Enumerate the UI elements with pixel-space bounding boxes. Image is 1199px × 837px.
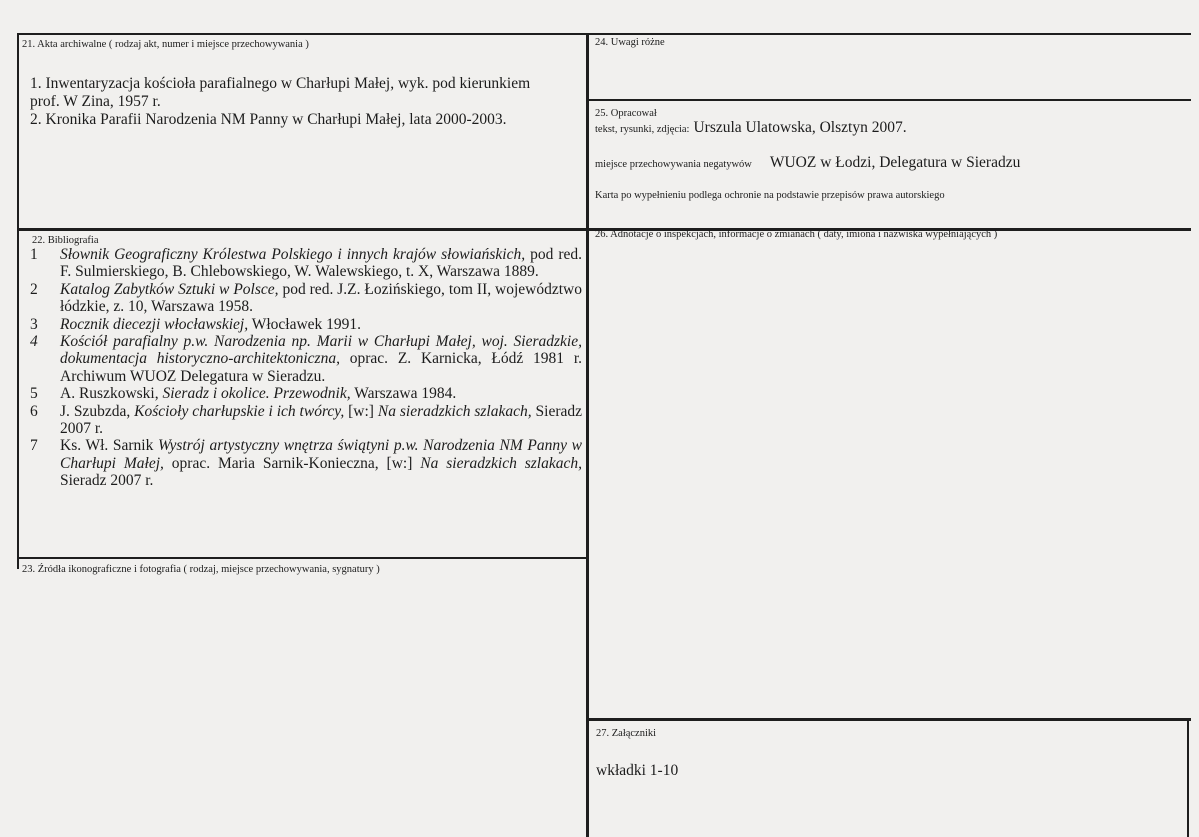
bibliography-title: Rocznik diecezji włocławskiej, — [60, 315, 249, 333]
bibliography-text — [60, 403, 582, 438]
bibliography-text — [60, 246, 582, 281]
section-21-entry-1-line-b: prof. W Zina, 1957 r. — [30, 93, 161, 110]
bibliography-number: 7 — [30, 437, 38, 455]
bibliography-author: A. Ruszkowski, — [60, 385, 163, 403]
bibliography-text — [60, 281, 582, 316]
divider-22-23 — [17, 557, 588, 559]
bibliography-item — [30, 403, 582, 438]
bibliography-item — [30, 281, 582, 316]
bibliography-details: [w:] — [344, 402, 378, 420]
negatives-row — [595, 154, 1020, 172]
bibliography-number: 1 — [30, 246, 38, 263]
section-21-entry-1 — [30, 75, 582, 129]
bottom-right-divider — [1187, 718, 1189, 837]
bibliography-number: 3 — [30, 315, 38, 333]
center-divider — [586, 33, 589, 837]
bibliography-title: Sieradz i okolice. Przewodnik, — [162, 385, 351, 403]
bibliography-number: 2 — [30, 280, 38, 298]
bibliography-list — [30, 246, 582, 490]
bibliography-number: 5 — [30, 385, 38, 403]
bibliography-source: Na sieradzkich szlakach, — [420, 454, 582, 472]
bibliography-details-end: Sieradz 2007 r. — [60, 402, 583, 438]
divider-24-25 — [588, 99, 1191, 101]
bibliography-item — [30, 316, 582, 333]
negatives-label: miejsce przechowywania negatywów — [595, 159, 752, 170]
bibliography-text — [60, 437, 582, 489]
bibliography-item — [30, 333, 582, 385]
section-21-entry-1-line-a: 1. Inwentaryzacja kościoła parafialnego w Charłupi Małej, wyk. pod kierunkiem — [30, 75, 531, 92]
bibliography-details: Włocławek 1991. — [248, 315, 362, 333]
section-25-header: 25. Opracował — [595, 108, 657, 119]
section-21-entry-2: 2. Kronika Parafii Narodzenia NM Panny w Charłupi Małej, lata 2000-2003. — [30, 111, 507, 128]
attachments-value: wkładki 1-10 — [596, 762, 679, 779]
bibliography-title: Kościół parafialny p.w. Narodzenia np. Marii w Charłupi Małej, woj. Sieradzkie, dokumentacja historyczno-architektoniczna, — [60, 333, 582, 368]
author-value: Urszula Ulatowska, Olsztyn 2007. — [693, 119, 907, 136]
bibliography-number: 6 — [30, 402, 38, 420]
divider-26-27 — [588, 718, 1191, 721]
bibliography-author: J. Szubzda, — [60, 402, 135, 420]
bibliography-details: oprac. Z. Karnicka, Łódź 1981 r. Archiwum WUOZ Delegatura w Sieradzu. — [60, 350, 582, 385]
section-22-header: 22. Bibliografia — [32, 235, 99, 246]
copyright-notice: Karta po wypełnieniu podlega ochronie na podstawie przepisów prawa autorskiego — [595, 190, 945, 201]
bibliography-title: Słownik Geograficzny Królestwa Polskiego i innych krajów słowiańskich, — [60, 246, 526, 263]
section-26-header: 26. Adnotacje o inspekcjach, informacje o zmianach ( daty, imiona i nazwiska wypełniających ) — [595, 229, 998, 240]
bibliography-details: Warszawa 1984. — [350, 385, 457, 403]
left-border — [17, 33, 19, 569]
author-row — [595, 119, 907, 137]
section-27-header: 27. Załączniki — [596, 728, 657, 739]
bibliography-text — [60, 316, 582, 333]
bibliography-title: Wystrój artystyczny wnętrza świątyni p.w. Narodzenia NM Panny w Charłupi Małej, — [60, 437, 583, 472]
bibliography-details-end: Sieradz 2007 r. — [60, 472, 154, 490]
bibliography-number: 4 — [30, 333, 38, 351]
section-21-header: 21. Akta archiwalne ( rodzaj akt, numer i miejsce przechowywania ) — [22, 39, 309, 50]
bibliography-details: pod red. F. Sulmierskiego, B. Chlebowskiego, W. Walewskiego, t. X, Warszawa 1889. — [60, 246, 582, 281]
bibliography-source: Na sieradzkich szlakach, — [377, 402, 532, 420]
negatives-value: WUOZ w Łodzi, Delegatura w Sieradzu — [769, 154, 1021, 171]
bibliography-title: Katalog Zabytków Sztuki w Polsce, — [60, 280, 279, 298]
bibliography-details: oprac. Maria Sarnik-Konieczna, [w:] — [163, 454, 421, 472]
bibliography-title: Kościoły charłupskie i ich twórcy, — [134, 402, 345, 420]
bibliography-text — [60, 333, 582, 385]
bibliography-item — [30, 437, 582, 489]
section-23-header: 23. Źródła ikonograficzne i fotografia ( rodzaj, miejsce przechowywania, sygnatury ) — [22, 564, 380, 575]
section-24-header: 24. Uwagi różne — [595, 37, 665, 48]
bibliography-details: pod red. J.Z. Łozińskiego, tom II, województwo łódzkie, z. 10, Warszawa 1958. — [60, 280, 583, 316]
bibliography-text — [60, 385, 582, 402]
bibliography-item — [30, 246, 582, 281]
top-border — [17, 33, 1191, 35]
bibliography-author: Ks. Wł. Sarnik — [60, 437, 159, 455]
bibliography-item — [30, 385, 582, 402]
author-label: tekst, rysunki, zdjęcia: — [595, 124, 690, 135]
